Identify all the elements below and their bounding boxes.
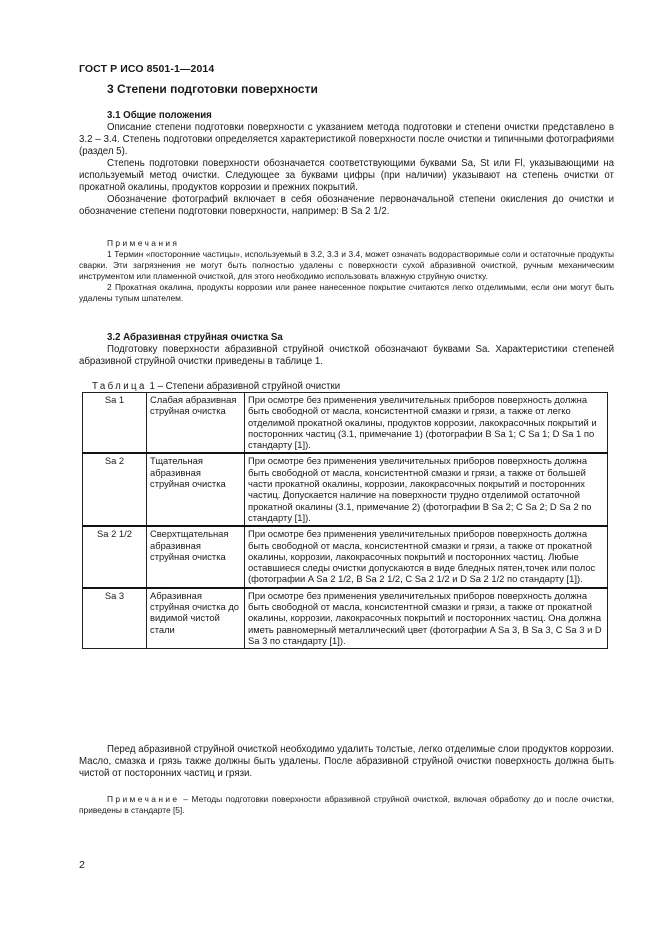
name-cell: Тщательная абразивная струйная очистка bbox=[147, 453, 245, 526]
description-cell: При осмотре без применения увеличительных приборов поверхность должна быть свободной от масла, консистентной смазки и грязи, а также от прокатной окалины, коррозии, лакокрасочных покрытий и посторонних частиц. Она должна иметь равномерный металлический цвет (фотографии A Sa 3, В Sa 3, С Sa 3 и D Sa 3 по стандарту [1]). bbox=[245, 588, 608, 649]
grade-cell: Sa 3 bbox=[83, 588, 147, 649]
after-table bbox=[79, 744, 614, 780]
table-row bbox=[83, 526, 608, 587]
name-cell: Сверхтщательная абразивная струйная очистка bbox=[147, 526, 245, 587]
paragraph: Подготовку поверхности абразивной струйной очисткой обозначают буквами Sa. Характеристики степеней абразивной струйной очистки приведены в таблице 1. bbox=[79, 344, 614, 367]
section-3-1 bbox=[79, 110, 614, 218]
paragraph: Степень подготовки поверхности обозначается соответствующими буквами Sa, St или Fl, указывающими на используемый метод очистки. Следующее за буквами цифры (при наличии) указывают на степень очистки от прокатной окалины, продуктов коррозии и прежних покрытий. bbox=[79, 158, 614, 193]
paragraph: Перед абразивной струйной очисткой необходимо удалить толстые, легко отделимые слои продуктов коррозии. Масло, смазка и грязь также должны быть удалены. После абразивной струйной очистки поверхность должна быть чистой от посторонних частиц и грязи. bbox=[79, 744, 614, 779]
subsection-title-3-1: 3.1 Общие положения bbox=[107, 110, 212, 121]
description-cell: При осмотре без применения увеличительных приборов поверхность должна быть свободной от масла, консистентной смазки и грязи, а также от легко отделимой прокатной окалины, продуктов коррозии, лакокрасочных покрытий и посторонних частиц (3.1, примечание 1) (фотографии В Sa 1; С Sa 1; D Sa 1 по стандарту [1]). bbox=[245, 393, 608, 454]
section-title: 3 Степени подготовки поверхности bbox=[107, 82, 318, 96]
note: Примечание – Методы подготовки поверхности абразивной струйной очисткой, включая обработку до и после очистки, приведены в стандарте [5]. bbox=[79, 794, 614, 815]
final-note bbox=[79, 794, 614, 816]
table-caption: Таблица 1 – Степени абразивной струйной очистки bbox=[92, 381, 341, 392]
description-cell: При осмотре без применения увеличительных приборов поверхность должна быть свободной от масла, консистентной смазки и грязи, а также от большей части прокатной окалины, коррозии, лакокрасочных покрытий и посторонних частиц. Допускается наличие на поверхности трудно отделимой остаточной прокатной окалины (3.1, примечание 2) (фотографии В Sa 2; С Sa 2; D Sa 2 по стандарту [1]). bbox=[245, 453, 608, 526]
grade-cell: Sa 2 bbox=[83, 453, 147, 526]
subsection-title-3-2: 3.2 Абразивная струйная очистка Sa bbox=[107, 332, 283, 343]
notes-3-1 bbox=[79, 238, 614, 304]
grades-table bbox=[82, 392, 608, 649]
name-cell: Абразивная струйная очистка до видимой чистой стали bbox=[147, 588, 245, 649]
paragraph: Описание степени подготовки поверхности с указанием метода подготовки и степени очистки представлено в 3.2 – 3.4. Степень подготовки определяется характеристикой поверхности после очистки и типичными фотографиями (раздел 5). bbox=[79, 122, 614, 157]
notes-label: Примечания bbox=[107, 238, 180, 248]
grade-cell: Sa 1 bbox=[83, 393, 147, 454]
name-cell: Слабая абразивная струйная очистка bbox=[147, 393, 245, 454]
section-3-2 bbox=[79, 332, 614, 368]
page-number: 2 bbox=[79, 859, 85, 871]
paragraph: Обозначение фотографий включает в себя обозначение первоначальной степени окисления до очистки и обозначение степени подготовки поверхности, например: В Sa 2 1/2. bbox=[79, 194, 614, 217]
table-row bbox=[83, 588, 608, 649]
standard-header: ГОСТ Р ИСО 8501-1—2014 bbox=[79, 63, 215, 75]
grade-cell: Sa 2 1/2 bbox=[83, 526, 147, 587]
table-row bbox=[83, 453, 608, 526]
note-1: 1 Термин «посторонние частицы», используемый в 3.2, 3.3 и 3.4, может означать водорастворимые соли и остаточные продукты сварки. Эти загрязнения не могут быть полностью удалены с поверхности сухой абразивной очисткой, ручным механическим инструментом или пламенной очисткой, для этого необходимо использовать влажную струйную очистку. bbox=[79, 249, 614, 281]
description-cell: При осмотре без применения увеличительных приборов поверхность должна быть свободной от масла, консистентной смазки и грязи, а также от прокатной окалины, коррозии, лакокрасочных покрытий и посторонних частиц. Любые оставшиеся следы очистки допускаются в виде бледных пятен,точек или полос (фотографии A Sa 2 1/2, В Sa 2 1/2, С Sa 2 1/2 и D Sa 2 1/2 по стандарту [1]). bbox=[245, 526, 608, 587]
note-2: 2 Прокатная окалина, продукты коррозии или ранее нанесенное покрытие считаются легко отделимыми, если они могут быть удалены тупым шпателем. bbox=[79, 282, 614, 303]
table-row bbox=[83, 393, 608, 454]
